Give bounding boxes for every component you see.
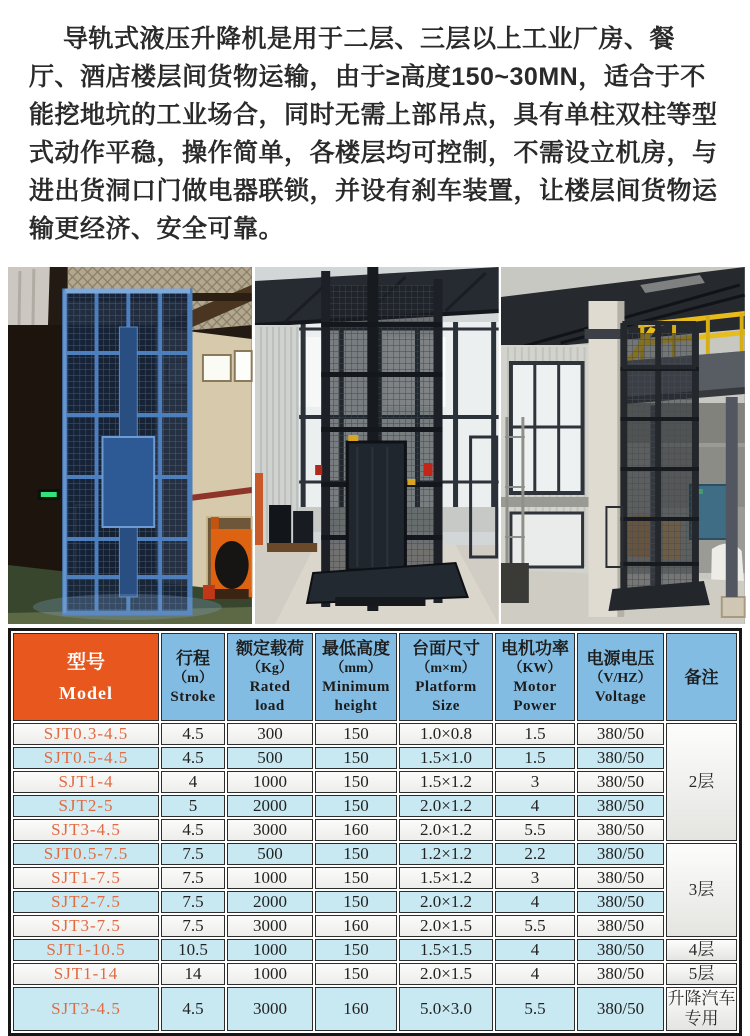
cell: 2000 bbox=[227, 891, 313, 913]
cell: 5.0×3.0 bbox=[399, 987, 493, 1031]
model-cell: SJT3-4.5 bbox=[13, 987, 159, 1031]
cell: 7.5 bbox=[161, 867, 225, 889]
cell: 4.5 bbox=[161, 987, 225, 1031]
header-line: 备注 bbox=[684, 667, 719, 687]
table-row bbox=[13, 843, 737, 865]
cell: 380/50 bbox=[577, 891, 664, 913]
cell: 3 bbox=[495, 867, 575, 889]
table-row bbox=[13, 723, 737, 745]
cell: 1000 bbox=[227, 771, 313, 793]
col-header-platform-size bbox=[399, 633, 493, 721]
col-header-remark bbox=[666, 633, 737, 721]
photo-dark-lift-workshop bbox=[255, 267, 499, 624]
cell: 160 bbox=[315, 987, 397, 1031]
cell: 14 bbox=[161, 963, 225, 985]
cell: 1.5×1.5 bbox=[399, 939, 493, 961]
table-row bbox=[13, 915, 737, 937]
photo-blue-lift-warehouse bbox=[8, 267, 252, 624]
cell: 4 bbox=[161, 771, 225, 793]
header-line: Platform bbox=[415, 679, 477, 695]
cell: 1000 bbox=[227, 867, 313, 889]
cell: 4 bbox=[495, 891, 575, 913]
table-row bbox=[13, 867, 737, 889]
remark-cell: 2层 bbox=[666, 723, 737, 841]
cell: 7.5 bbox=[161, 891, 225, 913]
header-line: 电源电压 bbox=[586, 648, 655, 668]
header-line: （V/HZ） bbox=[589, 670, 652, 686]
cell: 500 bbox=[227, 747, 313, 769]
header-line: height bbox=[334, 698, 378, 714]
cell: 4.5 bbox=[161, 723, 225, 745]
mezzanine-lift-photo-illustration bbox=[501, 267, 745, 624]
header-line: 型号 bbox=[66, 652, 105, 673]
model-cell: SJT1-7.5 bbox=[13, 867, 159, 889]
col-header-minimum-height bbox=[315, 633, 397, 721]
header-line: Minimum bbox=[322, 679, 390, 695]
header-line: Motor bbox=[513, 679, 557, 695]
model-cell: SJT1-10.5 bbox=[13, 939, 159, 961]
cell: 4 bbox=[495, 939, 575, 961]
cell: 380/50 bbox=[577, 747, 664, 769]
header-line: 最低高度 bbox=[322, 639, 390, 658]
remark-cell: 4层 bbox=[666, 939, 737, 961]
cell: 4.5 bbox=[161, 819, 225, 841]
table-row bbox=[13, 771, 737, 793]
model-cell: SJT0.5-4.5 bbox=[13, 747, 159, 769]
cell: 1.5 bbox=[495, 723, 575, 745]
cell: 5.5 bbox=[495, 987, 575, 1031]
cell: 3000 bbox=[227, 915, 313, 937]
table-row bbox=[13, 747, 737, 769]
cell: 1.0×0.8 bbox=[399, 723, 493, 745]
cell: 2.0×1.2 bbox=[399, 891, 493, 913]
model-cell: SJT3-7.5 bbox=[13, 915, 159, 937]
cell: 380/50 bbox=[577, 723, 664, 745]
dark-lift-photo-illustration bbox=[255, 267, 499, 624]
cell: 1.5×1.0 bbox=[399, 747, 493, 769]
cell: 150 bbox=[315, 939, 397, 961]
cell: 2.0×1.5 bbox=[399, 915, 493, 937]
header-line: （KW） bbox=[508, 661, 562, 676]
header-line: （m） bbox=[173, 670, 213, 686]
cell: 500 bbox=[227, 843, 313, 865]
cell: 2.0×1.2 bbox=[399, 819, 493, 841]
cell: 7.5 bbox=[161, 915, 225, 937]
header-line: Model bbox=[59, 683, 113, 703]
header-line: （mm） bbox=[330, 661, 382, 676]
cell: 150 bbox=[315, 771, 397, 793]
cell: 1000 bbox=[227, 939, 313, 961]
cell: 380/50 bbox=[577, 843, 664, 865]
cell: 3000 bbox=[227, 819, 313, 841]
cell: 380/50 bbox=[577, 963, 664, 985]
header-line: 台面尺寸 bbox=[412, 639, 480, 658]
table-row bbox=[13, 939, 737, 961]
cell: 1000 bbox=[227, 963, 313, 985]
table-row bbox=[13, 819, 737, 841]
cell: 7.5 bbox=[161, 843, 225, 865]
photo-lift-mezzanine bbox=[501, 267, 745, 624]
model-cell: SJT2-5 bbox=[13, 795, 159, 817]
cell: 2000 bbox=[227, 795, 313, 817]
header-line: 电机功率 bbox=[501, 639, 569, 658]
remark-cell: 3层 bbox=[666, 843, 737, 937]
header-line: 行程 bbox=[176, 648, 210, 668]
header-line: （m×m） bbox=[416, 661, 476, 676]
remark-cell: 5层 bbox=[666, 963, 737, 985]
blue-lift-photo-illustration bbox=[8, 267, 252, 624]
cell: 10.5 bbox=[161, 939, 225, 961]
cell: 3 bbox=[495, 771, 575, 793]
header-line: Rated bbox=[249, 679, 291, 695]
product-description: 导轨式液压升降机是用于二层、三层以上工业厂房、餐厅、酒店楼层间货物运输，由于≥高度150~30MN，适合于不能挖地坑的工业场合，同时无需上部吊点，具有单柱双柱等型式动作平稳，操作简单，各楼层均可控制，不需设立机房，与进出货洞口门做电器联锁，并设有刹车装置，让楼层间货物运输更经济、安全可靠。 bbox=[29, 25, 718, 243]
cell: 300 bbox=[227, 723, 313, 745]
cell: 3000 bbox=[227, 987, 313, 1031]
cell: 150 bbox=[315, 867, 397, 889]
cell: 2.0×1.2 bbox=[399, 795, 493, 817]
model-cell: SJT1-14 bbox=[13, 963, 159, 985]
cell: 380/50 bbox=[577, 819, 664, 841]
cell: 150 bbox=[315, 963, 397, 985]
cell: 160 bbox=[315, 819, 397, 841]
photo-strip bbox=[8, 267, 745, 624]
cell: 4 bbox=[495, 963, 575, 985]
table-row bbox=[13, 891, 737, 913]
model-cell: SJT2-7.5 bbox=[13, 891, 159, 913]
header-line: Voltage bbox=[594, 688, 647, 705]
cell: 150 bbox=[315, 891, 397, 913]
cell: 380/50 bbox=[577, 795, 664, 817]
col-header-model bbox=[13, 633, 159, 721]
header-line: Stroke bbox=[170, 688, 216, 705]
cell: 380/50 bbox=[577, 867, 664, 889]
header-line: 额定载荷 bbox=[236, 639, 304, 658]
cell: 150 bbox=[315, 843, 397, 865]
header-line: Power bbox=[513, 698, 557, 714]
cell: 150 bbox=[315, 723, 397, 745]
table-row bbox=[13, 795, 737, 817]
col-header-stroke bbox=[161, 633, 225, 721]
cell: 1.5 bbox=[495, 747, 575, 769]
cell: 380/50 bbox=[577, 771, 664, 793]
model-cell: SJT3-4.5 bbox=[13, 819, 159, 841]
cell: 380/50 bbox=[577, 987, 664, 1031]
header-line: （Kg） bbox=[247, 661, 293, 676]
spec-table bbox=[8, 628, 742, 1036]
cell: 4 bbox=[495, 795, 575, 817]
header-row bbox=[13, 633, 737, 721]
cell: 2.0×1.5 bbox=[399, 963, 493, 985]
table-row bbox=[13, 963, 737, 985]
cell: 5.5 bbox=[495, 915, 575, 937]
header-line: Size bbox=[432, 698, 460, 714]
table-row bbox=[13, 987, 737, 1031]
col-header-voltage bbox=[577, 633, 664, 721]
cell: 1.5×1.2 bbox=[399, 771, 493, 793]
cell: 1.5×1.2 bbox=[399, 867, 493, 889]
cell: 4.5 bbox=[161, 747, 225, 769]
cell: 380/50 bbox=[577, 915, 664, 937]
cell: 160 bbox=[315, 915, 397, 937]
model-cell: SJT1-4 bbox=[13, 771, 159, 793]
col-header-rated-load bbox=[227, 633, 313, 721]
cell: 150 bbox=[315, 747, 397, 769]
cell: 1.2×1.2 bbox=[399, 843, 493, 865]
header-line: load bbox=[255, 698, 285, 714]
model-cell: SJT0.3-4.5 bbox=[13, 723, 159, 745]
cell: 380/50 bbox=[577, 939, 664, 961]
cell: 5 bbox=[161, 795, 225, 817]
remark-cell: 升降汽车专用 bbox=[666, 987, 737, 1031]
cell: 5.5 bbox=[495, 819, 575, 841]
cell: 2.2 bbox=[495, 843, 575, 865]
col-header-motor-power bbox=[495, 633, 575, 721]
model-cell: SJT0.5-7.5 bbox=[13, 843, 159, 865]
cell: 150 bbox=[315, 795, 397, 817]
